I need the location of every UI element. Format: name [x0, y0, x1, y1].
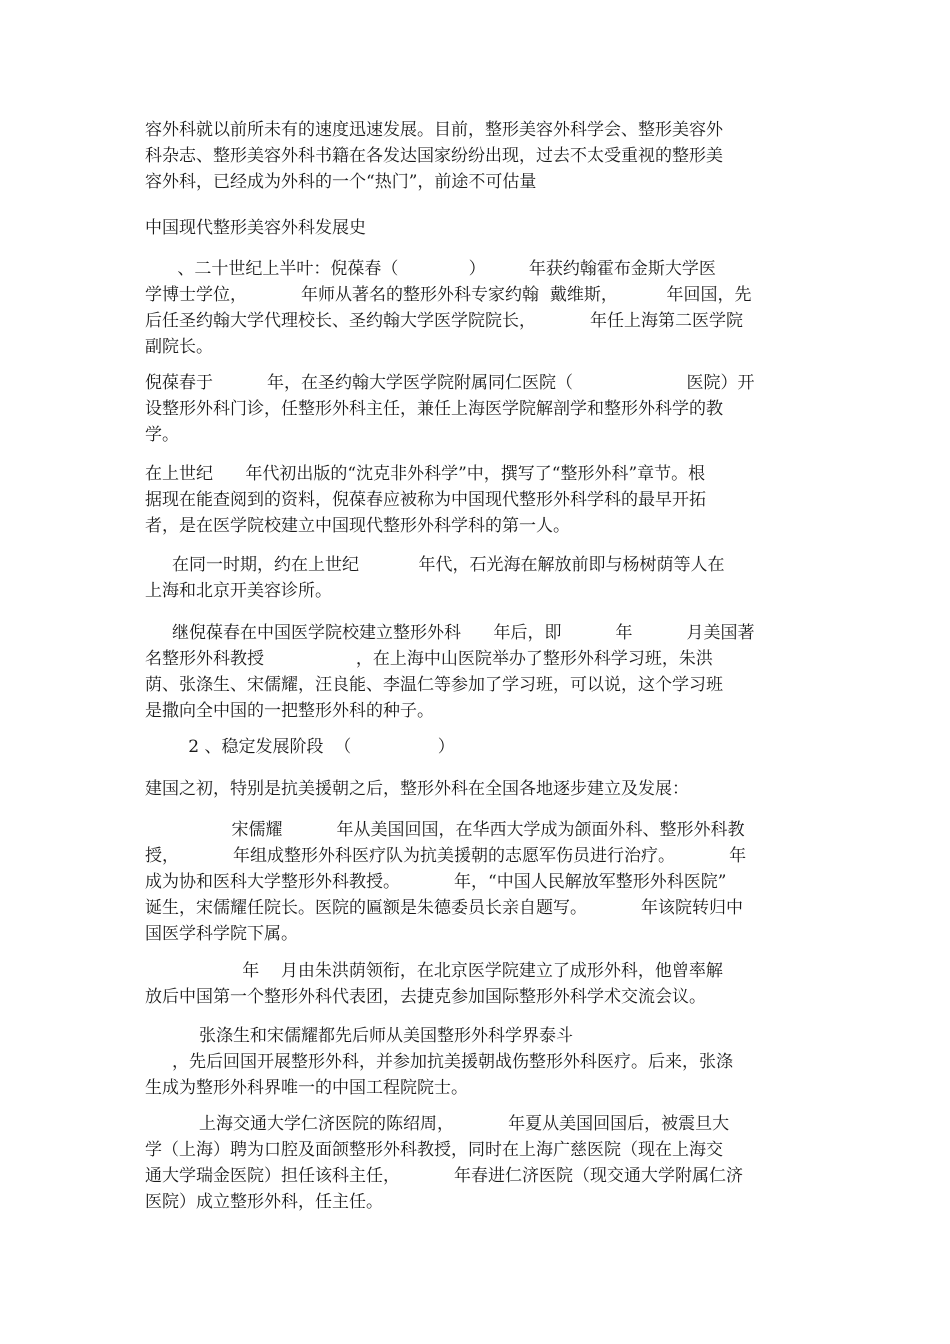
paragraph-clinic-opening — [145, 370, 810, 448]
text-line: 设整形外科门诊，任整形外科主任，兼任上海医学院解剖学和整形外科学的教 — [145, 399, 723, 419]
text-line: 上海和北京开美容诊所。 — [145, 581, 332, 601]
text-line: 2 、稳定发展阶段 （ ） — [145, 737, 455, 757]
text-line: 学（上海）聘为口腔及面颌整形外科教授，同时在上海广慈医院（现在上海交 — [145, 1140, 723, 1160]
paragraph-early-nation — [145, 776, 810, 802]
text-line: 放后中国第一个整形外科代表团，去捷克参加国际整形外科学术交流会议。 — [145, 987, 706, 1007]
text-line: 据现在能查阅到的资料，倪葆春应被称为中国现代整形外科学科的最早开拓 — [145, 490, 706, 510]
text-line: ，先后回国开展整形外科，并参加抗美援朝战伤整形外科医疗。后来，张涤 — [145, 1052, 734, 1072]
text-line: 中国现代整形美容外科发展史 — [145, 218, 366, 238]
paragraph-training-class — [145, 620, 810, 724]
text-line: 在上世纪 年代初出版的“沈克非外科学”中，撰写了“整形外科”章节。根 — [145, 464, 706, 484]
text-line: 名整形外科教授 ，在上海中山医院举办了整形外科学习班，朱洪 — [145, 649, 713, 669]
text-line: 宋儒耀 年从美国回国，在华西大学成为颌面外科、整形外科教 — [145, 820, 745, 840]
text-line: 张涤生和宋儒耀都先后师从美国整形外科学界泰斗 — [145, 1026, 574, 1046]
text-line: 科杂志、整形美容外科书籍在各发达国家纷纷出现，过去不太受重视的整形美 — [145, 146, 723, 166]
paragraph-zhang-disheng — [145, 1023, 810, 1101]
text-line: 荫、张涤生、宋儒耀，汪良能、李温仁等参加了学习班，可以说，这个学习班 — [145, 675, 723, 695]
text-line: 生成为整形外科界唯一的中国工程院院士。 — [145, 1078, 468, 1098]
text-line: 后任圣约翰大学代理校长、圣约翰大学医学院院长， 年任上海第二医学院 — [145, 311, 744, 331]
text-line: 上海交通大学仁济医院的陈绍周， 年夏从美国回国后，被震旦大 — [145, 1114, 730, 1134]
text-line: 年 月由朱洪荫领衔，在北京医学院建立了成形外科，他曾率解 — [145, 961, 723, 981]
text-line: 是撒向全中国的一把整形外科的种子。 — [145, 701, 434, 721]
paragraph-beauty-clinic — [145, 552, 810, 604]
text-line: 学博士学位， 年师从著名的整形外科专家约翰 戴维斯， 年回国，先 — [145, 285, 752, 305]
paragraph-song-ruyao — [145, 817, 810, 947]
text-line: 者，是在医学院校建立中国现代整形外科学科的第一人。 — [145, 516, 570, 536]
text-line: 授， 年组成整形外科医疗队为抗美援朝的志愿军伤员进行治疗。 年 — [145, 846, 747, 866]
paragraph-chen-shaozhou — [145, 1111, 810, 1215]
text-line: 国医学科学院下属。 — [145, 924, 298, 944]
paragraph-zhu-hongyin — [145, 958, 810, 1010]
text-line: 容外科就以前所未有的速度迅速发展。目前，整形美容外科学会、整形美容外 — [145, 120, 723, 140]
text-line: 容外科，已经成为外科的一个“热门”，前途不可估量 — [145, 172, 537, 192]
text-line: 医院）成立整形外科，任主任。 — [145, 1192, 383, 1212]
text-line: 倪葆春于 年，在圣约翰大学医学院附属同仁医院（ 医院）开 — [145, 373, 755, 393]
text-line: 建国之初，特别是抗美援朝之后，整形外科在全国各地逐步建立及发展： — [145, 779, 689, 799]
text-line: 继倪葆春在中国医学院校建立整形外科 年后，即 年 月美国著 — [145, 623, 755, 643]
text-line: 、二十世纪上半叶：倪葆春（ ） 年获约翰霍布金斯大学医 — [145, 259, 716, 279]
text-line: 在同一时期，约在上世纪 年代，石光海在解放前即与杨树荫等人在 — [145, 555, 725, 575]
paragraph-ni-baochun-bio — [145, 256, 810, 360]
section-heading — [145, 215, 810, 241]
text-line: 诞生，宋儒耀任院长。医院的匾额是朱德委员长亲自题写。 年该院转归中 — [145, 898, 744, 918]
paragraph-intro — [145, 117, 810, 195]
text-line: 通大学瑞金医院）担任该科主任， 年春进仁济医院（现交通大学附属仁济 — [145, 1166, 744, 1186]
section-heading-stable-phase — [145, 734, 810, 760]
text-line: 学。 — [145, 425, 179, 445]
paragraph-surgery-textbook — [145, 461, 810, 539]
text-line: 成为协和医科大学整形外科教授。 年，“中国人民解放军整形外科医院” — [145, 872, 727, 892]
text-line: 副院长。 — [145, 337, 213, 357]
